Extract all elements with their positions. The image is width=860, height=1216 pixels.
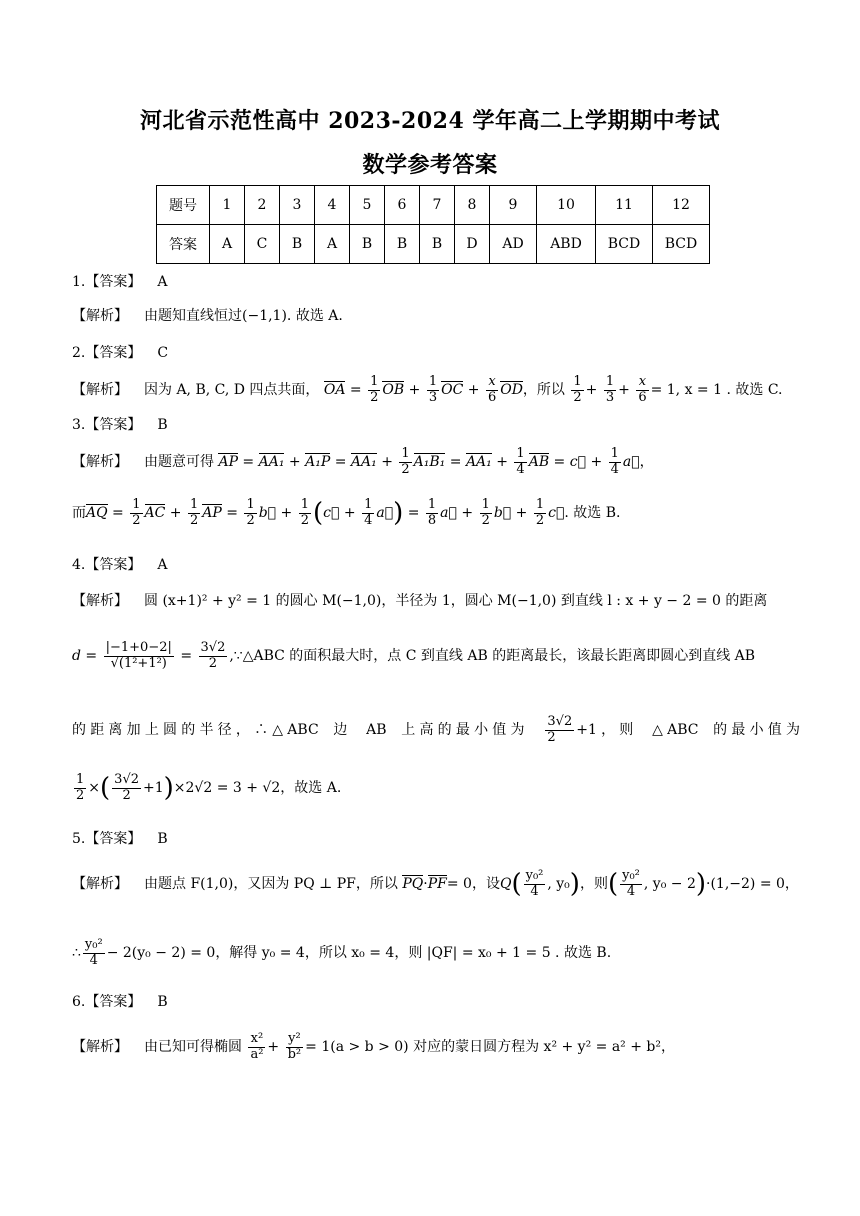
- analysis-text: = 1, x = 1 . 故选 C.: [650, 382, 783, 398]
- analysis-label: 【解析】: [72, 876, 128, 892]
- table-cell-number: 10: [537, 186, 596, 225]
- q5-analysis-line-1: 【解析】 由题点 F(1,0)，又因为 PQ ⊥ PF，所以 PQ·PF= 0，设Q( $\frac{\text{y₀²}}{4}$ , y₀)，则( $\frac{\text{y₀²}}{4}$ , y₀ − 2)·(1,−2) = 0，: [72, 867, 799, 899]
- fraction: $\frac{1}{3}$: [605, 373, 615, 405]
- analysis-text: 因为 A, B, C, D 四点共面，: [144, 382, 320, 398]
- answer-label: 【答案】: [85, 417, 142, 433]
- table-cell-number: 2: [245, 186, 280, 225]
- document-subtitle: 数学参考答案: [362, 152, 498, 178]
- answer-value: C: [157, 345, 169, 361]
- analysis-text: 圆 (x+1)² + y² = 1 的圆心 M(−1,0)，半径为 1，圆心 M(−1,0) 到直线 l : x + y − 2 = 0 的距离: [144, 593, 768, 609]
- q3-answer-line: [72, 415, 800, 435]
- fraction: $\frac{1}{2}$: [401, 445, 410, 477]
- analysis-label: 【解析】: [72, 382, 128, 398]
- answer-label: 【答案】: [85, 274, 142, 290]
- fraction: $\frac{\text{y²}}{\text{b²}}$: [287, 1030, 302, 1062]
- analysis-text: 由题知直线恒过(−1,1). 故选 A.: [144, 308, 343, 324]
- vector-pq: PQ: [402, 876, 424, 892]
- fraction: $\frac{|-1+0-2|}{\text{√(1²+1²)}}$: [105, 639, 172, 671]
- analysis-label: 【解析】: [72, 454, 128, 470]
- vector: AB: [528, 454, 550, 470]
- vector-od: OD: [500, 382, 523, 398]
- analysis-text: 由题意可得: [144, 454, 214, 470]
- fraction: $\frac{x}{6}$: [638, 373, 647, 405]
- q2-analysis-line: 【解析】 因为 A, B, C, D 四点共面， OA = $\frac{1}{2}$ OB + $\frac{1}{3}$ OC + $\frac{x}{6}$ OD，所以 $\frac{1}{2}$ + $\frac{1}{3}$ + $\frac{x}{6}$ = 1, x = 1 . 故选 C.: [72, 373, 783, 405]
- vector: AA₁: [350, 454, 377, 470]
- analysis-text: ·(1,−2) = 0，: [706, 876, 799, 892]
- question-number: 1.: [72, 274, 86, 290]
- analysis-text: ，所以: [522, 382, 565, 398]
- fraction: $\frac{1}{2}$: [246, 496, 255, 528]
- vector-pf: PF: [427, 876, 447, 892]
- vector: AP: [218, 454, 238, 470]
- answer-label: 【答案】: [85, 345, 142, 361]
- fraction: $\frac{1}{3}$: [428, 373, 438, 405]
- q5-answer-line: [72, 829, 800, 849]
- q1-answer-line: [72, 272, 800, 292]
- answer-value: A: [157, 557, 168, 573]
- table-cell-answer: A: [315, 225, 350, 264]
- analysis-text: 而: [72, 505, 86, 521]
- q6-analysis-line: 【解析】 由已知可得椭圆 $\frac{\text{x²}}{\text{a²}}$ + $\frac{\text{y²}}{\text{b²}}$ = 1(a > b > 0) 对应的蒙日圆方程为 x² + y² = a² + b²，: [72, 1030, 676, 1062]
- table-cell-answer: B: [420, 225, 455, 264]
- fraction: $\frac{1}{2}$: [76, 771, 85, 803]
- analysis-text: 的距离加上圆的半径，∴△ABC 边 AB 上高的最小值为: [72, 722, 529, 738]
- table-answer-label: 答案: [157, 225, 210, 264]
- q4-answer-line: [72, 555, 800, 575]
- q3-analysis-line-2: 而AQ = $\frac{1}{2}$ AC + $\frac{1}{2}$ AP = $\frac{1}{2}$ b⃗ + $\frac{1}{2}$ (c⃗ + $\frac{1}{4}$ a⃗) = $\frac{1}{8}$ a⃗ + $\frac{1}{2}$ b⃗ + $\frac{1}{2}$ c⃗. 故选 B.: [72, 496, 621, 528]
- fraction: $\frac{1}{2}$: [370, 373, 379, 405]
- answer-table: [156, 185, 710, 264]
- table-cell-number: 7: [420, 186, 455, 225]
- analysis-text: ,∵△ABC 的面积最大时，点 C 到直线 AB 的距离最长，该最长距离即圆心到直线 AB: [229, 648, 756, 664]
- table-cell-answer: B: [385, 225, 420, 264]
- answer-value: B: [157, 994, 168, 1010]
- q4-analysis-line-2: d = $\frac{|-1+0-2|}{\text{√(1²+1²)}}$ = $\frac{3√2}{2}$ ,∵△ABC 的面积最大时，点 C 到直线 AB 的距离最长，该最长距离即圆心到直线 AB: [72, 639, 756, 671]
- fraction: $\frac{\text{y₀²}}{4}$: [84, 936, 103, 968]
- analysis-text: ，则: [579, 876, 608, 892]
- q4-analysis-line-1: [72, 591, 800, 611]
- table-row-numbers: [157, 186, 710, 225]
- table-cell-answer: BCD: [596, 225, 653, 264]
- vector: AA₁: [465, 454, 492, 470]
- analysis-text: = 0，设: [446, 876, 500, 892]
- q4-analysis-line-3: [72, 712, 800, 748]
- table-cell-number: 5: [350, 186, 385, 225]
- fraction: $\frac{1}{4}$: [364, 496, 373, 528]
- fraction: $\frac{1}{2}$: [573, 373, 582, 405]
- answer-value: B: [157, 417, 168, 433]
- fraction: $\frac{x}{6}$: [487, 373, 497, 405]
- q2-answer-line: [72, 343, 800, 363]
- vector: AQ: [86, 505, 108, 521]
- table-cell-number: 11: [596, 186, 653, 225]
- document-title: 河北省示范性高中 2023-2024 学年高二上学期期中考试: [140, 108, 720, 134]
- fraction: $\frac{\text{y₀²}}{4}$: [525, 867, 544, 899]
- q3-analysis-line-1: 【解析】 由题意可得 AP = AA₁ + A₁P = AA₁ + $\frac{1}{2}$ A₁B₁ = AA₁ + $\frac{1}{4}$ AB = c⃗ + $\frac{1}{4}$ a⃗，: [72, 445, 654, 477]
- analysis-text: ×2√2 = 3 + √2，故选 A.: [173, 780, 342, 796]
- analysis-label: 【解析】: [72, 593, 128, 609]
- vector: A₁B₁: [413, 454, 446, 470]
- fraction: $\frac{3√2}{2}$: [114, 771, 139, 803]
- fraction: $\frac{1}{4}$: [516, 445, 525, 477]
- fraction: $\frac{3√2}{2}$: [547, 713, 573, 745]
- vector-ob: OB: [382, 382, 405, 398]
- analysis-text: +1，则 △ABC 的最小值为: [576, 722, 800, 738]
- table-cell-answer: BCD: [653, 225, 710, 264]
- table-cell-number: 12: [653, 186, 710, 225]
- table-cell-answer: D: [455, 225, 490, 264]
- table-cell-number: 6: [385, 186, 420, 225]
- table-cell-answer: C: [245, 225, 280, 264]
- fraction: $\frac{1}{2}$: [535, 496, 545, 528]
- analysis-label: 【解析】: [72, 1039, 128, 1055]
- answer-label: 【答案】: [85, 557, 142, 573]
- fraction: $\frac{1}{8}$: [427, 496, 437, 528]
- table-cell-number: 1: [210, 186, 245, 225]
- fraction: $\frac{1}{2}$: [300, 496, 310, 528]
- analysis-text: = 1(a > b > 0) 对应的蒙日圆方程为 x² + y² = a² + b²，: [305, 1039, 676, 1055]
- table-row-answers: [157, 225, 710, 264]
- vector-oa: OA: [323, 382, 346, 398]
- analysis-text: − 2(y₀ − 2) = 0，解得 y₀ = 4，所以 x₀ = 4，则 |QF| = x₀ + 1 = 5 . 故选 B.: [106, 945, 612, 961]
- vector: A₁P: [305, 454, 331, 470]
- table-cell-answer: ABD: [537, 225, 596, 264]
- answer-value: B: [157, 831, 168, 847]
- question-number: 3.: [72, 417, 86, 433]
- table-cell-answer: AD: [490, 225, 537, 264]
- answer-label: 【答案】: [85, 994, 142, 1010]
- vector: AC: [144, 505, 166, 521]
- question-number: 4.: [72, 557, 86, 573]
- table-cell-number: 3: [280, 186, 315, 225]
- table-cell-answer: B: [280, 225, 315, 264]
- table-cell-number: 4: [315, 186, 350, 225]
- fraction: $\frac{1}{2}$: [481, 496, 490, 528]
- q5-analysis-line-2: ∴ $\frac{\text{y₀²}}{4}$ − 2(y₀ − 2) = 0，解得 y₀ = 4，所以 x₀ = 4，则 |QF| = x₀ + 1 = 5 . 故选 B.: [72, 936, 612, 968]
- fraction: $\frac{3√2}{2}$: [200, 639, 226, 671]
- vector: AA₁: [258, 454, 285, 470]
- analysis-text: . 故选 B.: [564, 505, 621, 521]
- table-header-label: 题号: [157, 186, 210, 225]
- fraction: $\frac{\text{x²}}{\text{a²}}$: [250, 1030, 264, 1062]
- analysis-label: 【解析】: [72, 308, 128, 324]
- answer-value: A: [157, 274, 168, 290]
- fraction: $\frac{1}{2}$: [132, 496, 141, 528]
- q4-analysis-line-4: $\frac{1}{2}$ ×( $\frac{3√2}{2}$ +1)×2√2 = 3 + √2，故选 A.: [76, 771, 342, 803]
- table-cell-answer: B: [350, 225, 385, 264]
- table-cell-answer: A: [210, 225, 245, 264]
- analysis-text: 由已知可得椭圆: [144, 1039, 242, 1055]
- fraction: $\frac{1}{2}$: [189, 496, 199, 528]
- q1-analysis-line: [72, 306, 800, 326]
- table-cell-number: 8: [455, 186, 490, 225]
- vector: AP: [202, 505, 222, 521]
- answer-label: 【答案】: [85, 831, 142, 847]
- fraction: $\frac{1}{4}$: [610, 445, 619, 477]
- question-number: 6.: [72, 994, 86, 1010]
- q6-answer-line: [72, 992, 800, 1012]
- analysis-text: 由题点 F(1,0)，又因为 PQ ⊥ PF，所以: [144, 876, 398, 892]
- question-number: 2.: [72, 345, 86, 361]
- vector-oc: OC: [441, 382, 464, 398]
- fraction: $\frac{\text{y₀²}}{4}$: [622, 867, 640, 899]
- table-cell-number: 9: [490, 186, 537, 225]
- question-number: 5.: [72, 831, 86, 847]
